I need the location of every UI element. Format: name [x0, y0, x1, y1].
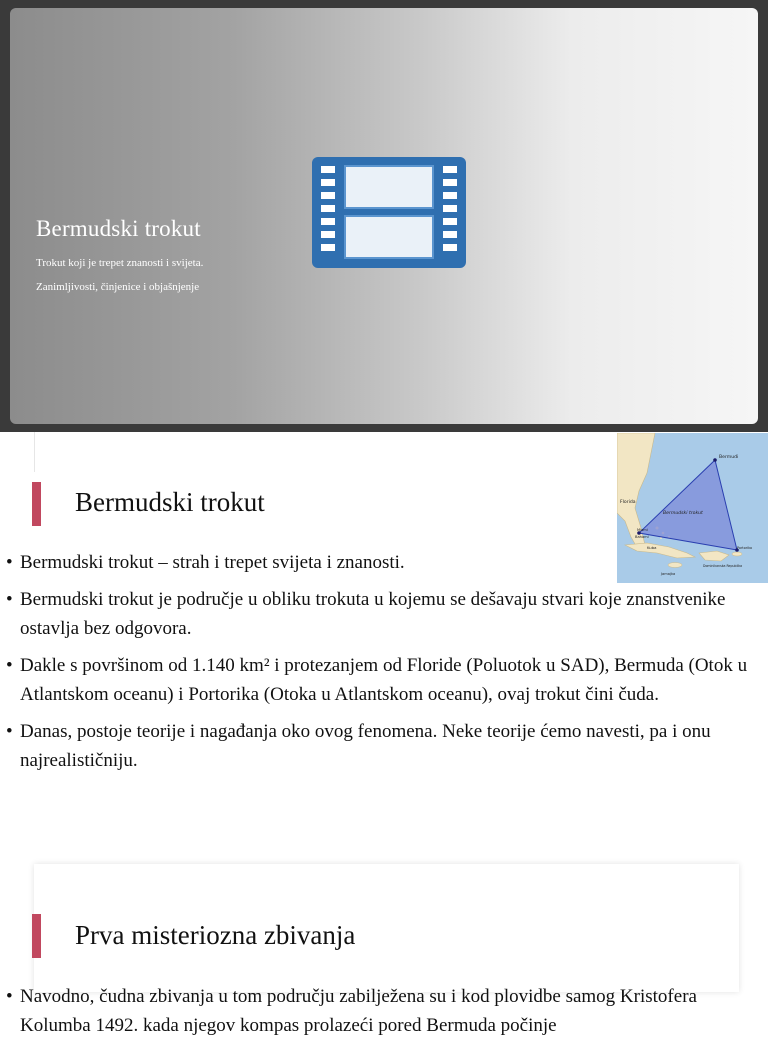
title-slide-frame [0, 0, 768, 432]
film-strip-icon[interactable] [312, 157, 466, 268]
bullet-list [6, 548, 760, 783]
list-item: • Dakle s površinom od 1.140 km² i protezanjem od Floride (Poluotok u SAD), Bermuda (Otok u Atlantskom oceanu) i Portorika (Otoka u Atlantskom oceanu), ovaj trokut čini čuda. [6, 651, 760, 709]
map-label-florida: Florida [620, 500, 636, 505]
slide-title: Bermudski trokut [36, 216, 201, 241]
map-label-bahami: Bahami [635, 535, 649, 539]
heading-accent-bar [32, 482, 41, 526]
map-label-portoriko: Portoriko [737, 546, 753, 550]
map-label-dominikanska: Dominikanska Republika [703, 564, 743, 568]
bullet-list [6, 982, 760, 1048]
bermuda-triangle-map [617, 433, 768, 583]
slide-subtitle-line-1: Trokut koji je trepet znanosti i svijeta. [36, 257, 204, 269]
list-item: • Danas, postoje teorije i nagađanja oko ovog fenomena. Neke teorije ćemo navesti, pa i onu najrealističniju. [6, 717, 760, 775]
map-label-miami: Miami [637, 528, 648, 532]
list-item: • Bermudski trokut je područje u obliku trokuta u kojemu se dešavaju stvari koje znanstvenike ostavlja bez odgovora. [6, 585, 760, 643]
slide-heading: Prva misteriozna zbivanja [75, 920, 356, 950]
map-label-triangle: Bermudski trokut [663, 511, 703, 516]
slide-subtitle-line-2: Zanimljivosti, činjenice i objašnjenje [36, 281, 200, 293]
list-item: • Bermudski trokut – strah i trepet svijeta i znanosti. [6, 548, 760, 577]
slide-edge [34, 432, 35, 472]
slide-heading: Bermudski trokut [75, 487, 265, 517]
map-label-jamajka: Jamajka [661, 572, 676, 576]
title-slide [10, 8, 758, 424]
heading-accent-bar [32, 914, 41, 958]
list-item: • Navodno, čudna zbivanja u tom području zabilježena su i kod plovidbe samog Kristofera Kolumba 1492. kada njegov kompas prolazeći pored Bermuda počinje [6, 982, 760, 1040]
map-label-kuba: Kuba [647, 545, 657, 550]
map-label-bermudi: Bermudi [719, 455, 739, 460]
